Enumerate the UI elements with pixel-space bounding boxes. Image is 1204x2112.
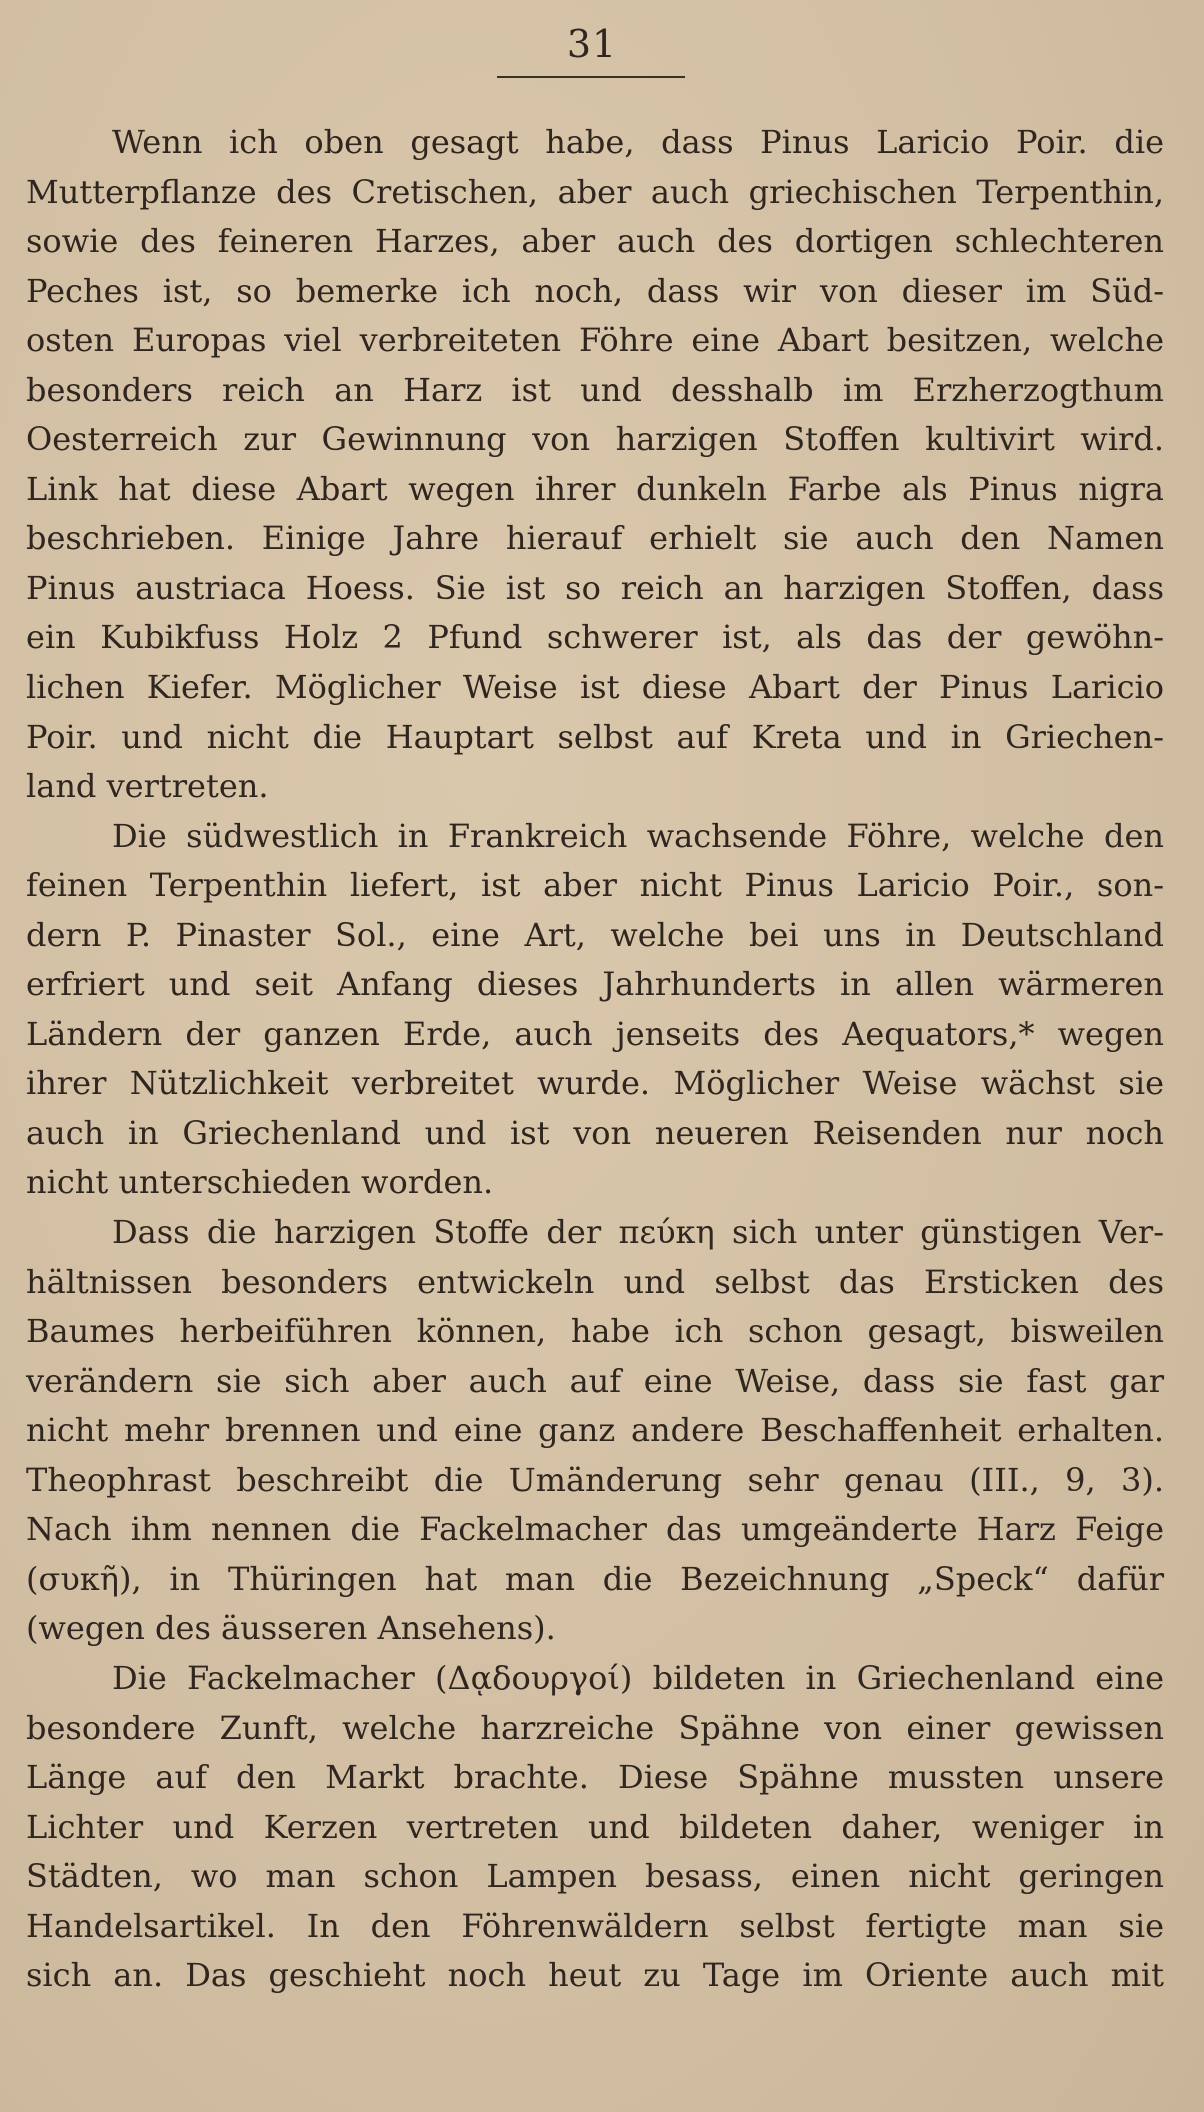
- text-line: (συκῆ), in Thüringen hat man die Bezeichnung „Speck“ dafür: [26, 1559, 1164, 1598]
- text-line: Peches ist, so bemerke ich noch, dass wir von dieser im Süd-: [26, 271, 1164, 310]
- text-line: Die Fackelmacher (Δᾳδουργοί) bildeten in Griechenland eine: [112, 1658, 1164, 1697]
- text-line: verändern sie sich aber auch auf eine Weise, dass sie fast gar: [26, 1361, 1164, 1400]
- text-line: auch in Griechenland und ist von neueren Reisenden nur noch: [26, 1113, 1164, 1152]
- text-line: ein Kubikfuss Holz 2 Pfund schwerer ist, als das der gewöhn-: [26, 618, 1164, 657]
- body-text: [26, 118, 1164, 2001]
- text-line: Städten, wo man schon Lampen besass, einen nicht geringen: [26, 1857, 1164, 1896]
- text-line: Poir. und nicht die Hauptart selbst auf Kreta und in Griechen-: [26, 717, 1164, 756]
- text-line: beschrieben. Einige Jahre hierauf erhielt sie auch den Namen: [26, 519, 1164, 558]
- text-line: feinen Terpenthin liefert, ist aber nicht Pinus Laricio Poir., son-: [26, 866, 1164, 905]
- text-line: Baumes herbeiführen können, habe ich schon gesagt, bisweilen: [26, 1312, 1164, 1351]
- text-line: osten Europas viel verbreiteten Föhre eine Abart besitzen, welche: [26, 321, 1164, 360]
- text-line: Ländern der ganzen Erde, auch jenseits des Aequators,* wegen: [26, 1014, 1164, 1053]
- text-line: Nach ihm nennen die Fackelmacher das umgeänderte Harz Feige: [26, 1510, 1164, 1549]
- text-line: Lichter und Kerzen vertreten und bildeten daher, weniger in: [26, 1807, 1164, 1846]
- header-rule: [497, 76, 685, 78]
- text-line: Die südwestlich in Frankreich wachsende Föhre, welche den: [112, 816, 1164, 855]
- text-line: besondere Zunft, welche harzreiche Spähne von einer gewissen: [26, 1708, 1164, 1747]
- text-line: Dass die harzigen Stoffe der πεύκη sich unter günstigen Ver-: [112, 1213, 1164, 1252]
- text-line: besonders reich an Harz ist und desshalb im Erzherzogthum: [26, 370, 1164, 409]
- text-line: lichen Kiefer. Möglicher Weise ist diese Abart der Pinus Laricio: [26, 668, 1164, 707]
- text-line: Länge auf den Markt brachte. Diese Spähne mussten unsere: [26, 1758, 1164, 1797]
- text-line: sich an. Das geschieht noch heut zu Tage im Oriente auch mit: [26, 1956, 1164, 1995]
- text-line: (wegen des äusseren Ansehens).: [26, 1609, 556, 1648]
- page-number: 31: [566, 22, 618, 66]
- text-line: Pinus austriaca Hoess. Sie ist so reich an harzigen Stoffen, dass: [26, 568, 1164, 607]
- text-line: ihrer Nützlichkeit verbreitet wurde. Möglicher Weise wächst sie: [26, 1064, 1164, 1103]
- text-line: erfriert und seit Anfang dieses Jahrhunderts in allen wärmeren: [26, 965, 1164, 1004]
- text-line: Handelsartikel. In den Föhrenwäldern selbst fertigte man sie: [26, 1906, 1164, 1945]
- text-line: nicht mehr brennen und eine ganz andere Beschaffenheit erhalten.: [26, 1411, 1164, 1450]
- text-line: Theophrast beschreibt die Umänderung sehr genau (III., 9, 3).: [26, 1460, 1164, 1499]
- text-line: Link hat diese Abart wegen ihrer dunkeln Farbe als Pinus nigra: [26, 469, 1164, 508]
- text-line: Oesterreich zur Gewinnung von harzigen Stoffen kultivirt wird.: [26, 420, 1164, 459]
- text-line: Wenn ich oben gesagt habe, dass Pinus Laricio Poir. die: [112, 123, 1164, 161]
- text-line: hältnissen besonders entwickeln und selbst das Ersticken des: [26, 1262, 1164, 1301]
- text-line: sowie des feineren Harzes, aber auch des dortigen schlechteren: [26, 222, 1164, 261]
- text-line: land vertreten.: [26, 767, 269, 806]
- text-line: nicht unterschieden worden.: [26, 1163, 494, 1202]
- text-line: Mutterpflanze des Cretischen, aber auch griechischen Terpenthin,: [26, 172, 1164, 211]
- text-line: dern P. Pinaster Sol., eine Art, welche bei uns in Deutschland: [26, 915, 1164, 954]
